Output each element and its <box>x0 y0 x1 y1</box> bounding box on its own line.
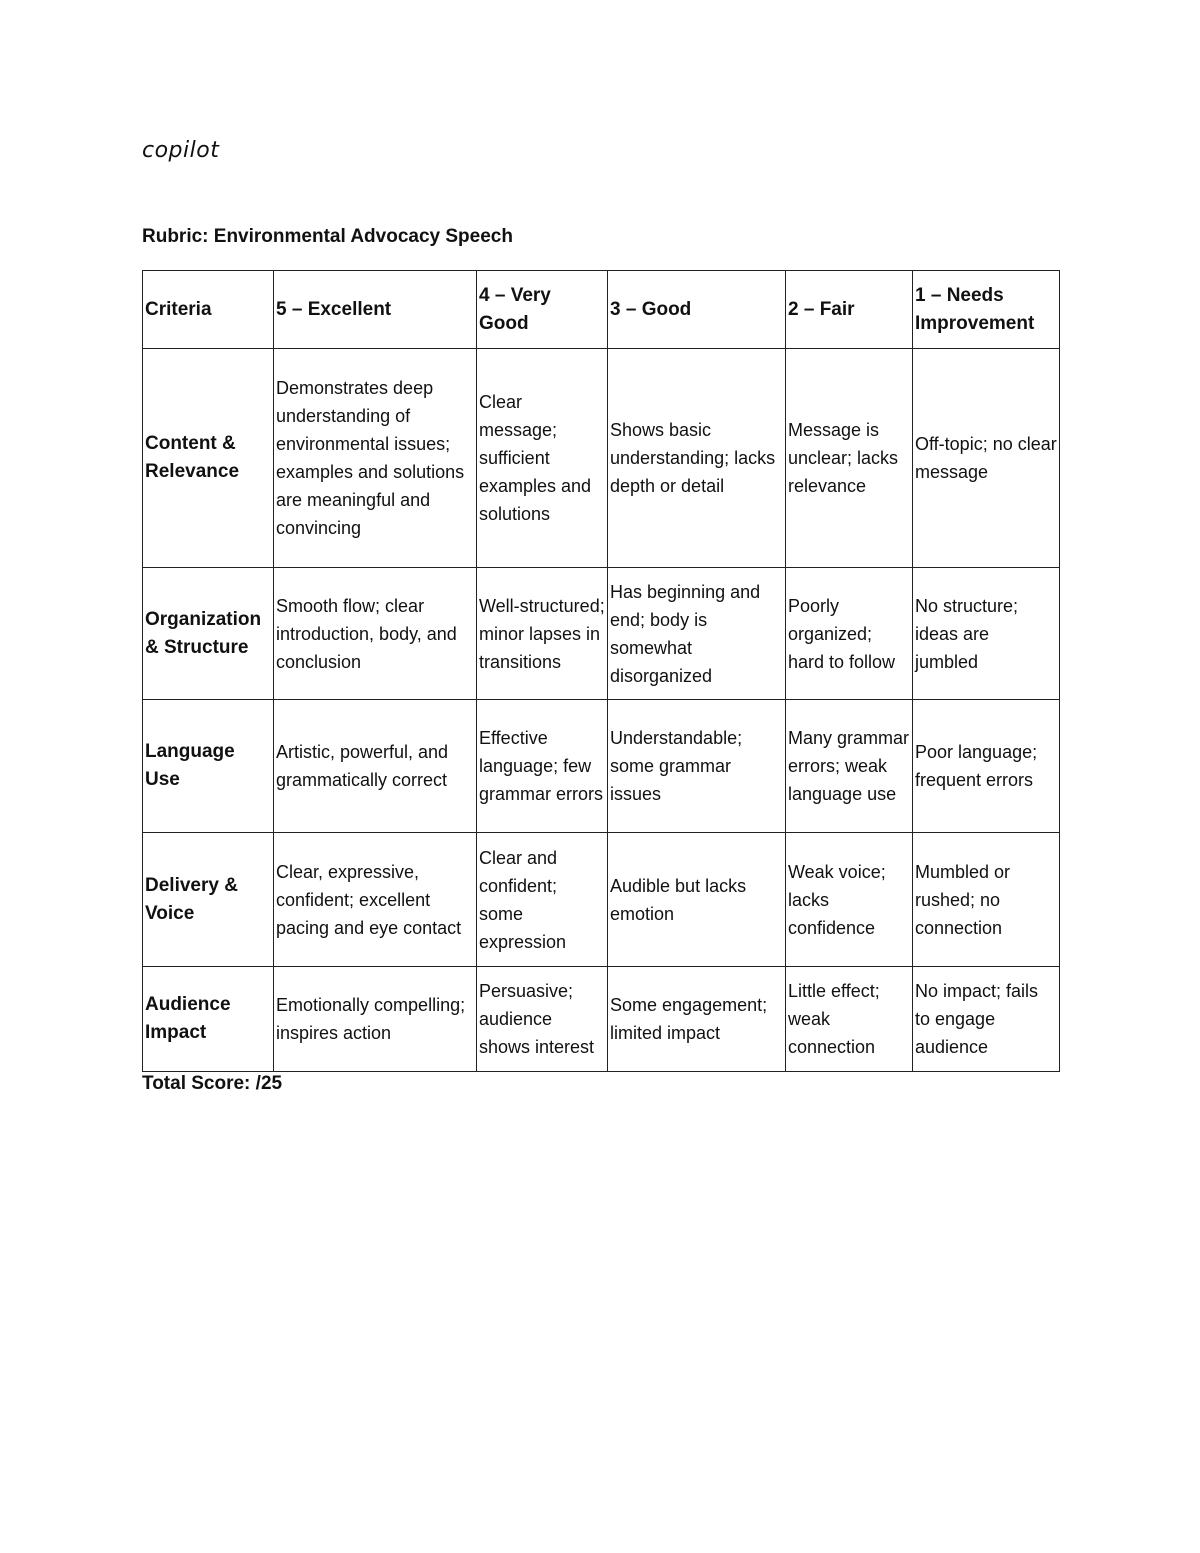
table-header-row <box>143 271 1060 349</box>
criterion-cell: Content & Relevance <box>143 349 274 568</box>
rating-cell: No structure; ideas are jumbled <box>913 568 1060 700</box>
criterion-cell: Language Use <box>143 700 274 833</box>
rating-cell: No impact; fails to engage audience <box>913 967 1060 1072</box>
rating-cell: Understandable; some grammar issues <box>608 700 786 833</box>
table-row <box>143 568 1060 700</box>
column-header-fair: 2 – Fair <box>786 271 913 349</box>
table-row <box>143 967 1060 1072</box>
column-header-very-good: 4 – Very Good <box>477 271 608 349</box>
total-score: Total Score: /25 <box>142 1073 283 1094</box>
rating-cell: Some engagement; limited impact <box>608 967 786 1072</box>
rating-cell: Clear, expressive, confident; excellent pacing and eye contact <box>274 833 477 967</box>
rubric-table <box>142 270 1060 1072</box>
table-row <box>143 833 1060 967</box>
table-row <box>143 349 1060 568</box>
rating-cell: Clear and confident; some expression <box>477 833 608 967</box>
rating-cell: Has beginning and end; body is somewhat disorganized <box>608 568 786 700</box>
rating-cell: Demonstrates deep understanding of environmental issues; examples and solutions are meaningful and convincing <box>274 349 477 568</box>
rating-cell: Effective language; few grammar errors <box>477 700 608 833</box>
criterion-cell: Audience Impact <box>143 967 274 1072</box>
rating-cell: Clear message; sufficient examples and solutions <box>477 349 608 568</box>
criterion-cell: Organization & Structure <box>143 568 274 700</box>
rating-cell: Audible but lacks emotion <box>608 833 786 967</box>
rating-cell: Persuasive; audience shows interest <box>477 967 608 1072</box>
rating-cell: Off-topic; no clear message <box>913 349 1060 568</box>
rating-cell: Poor language; frequent errors <box>913 700 1060 833</box>
rating-cell: Mumbled or rushed; no connection <box>913 833 1060 967</box>
column-header-criteria: Criteria <box>143 271 274 349</box>
rating-cell: Artistic, powerful, and grammatically correct <box>274 700 477 833</box>
column-header-good: 3 – Good <box>608 271 786 349</box>
criterion-cell: Delivery & Voice <box>143 833 274 967</box>
column-header-excellent: 5 – Excellent <box>274 271 477 349</box>
header-note: copilot <box>142 138 220 163</box>
document-title: Rubric: Environmental Advocacy Speech <box>142 226 513 247</box>
rating-cell: Message is unclear; lacks relevance <box>786 349 913 568</box>
rating-cell: Well-structured; minor lapses in transitions <box>477 568 608 700</box>
rating-cell: Shows basic understanding; lacks depth or detail <box>608 349 786 568</box>
rating-cell: Smooth flow; clear introduction, body, and conclusion <box>274 568 477 700</box>
rating-cell: Little effect; weak connection <box>786 967 913 1072</box>
column-header-needs-improvement: 1 – Needs Improvement <box>913 271 1060 349</box>
rating-cell: Emotionally compelling; inspires action <box>274 967 477 1072</box>
rating-cell: Poorly organized; hard to follow <box>786 568 913 700</box>
table-row <box>143 700 1060 833</box>
rating-cell: Weak voice; lacks confidence <box>786 833 913 967</box>
rating-cell: Many grammar errors; weak language use <box>786 700 913 833</box>
